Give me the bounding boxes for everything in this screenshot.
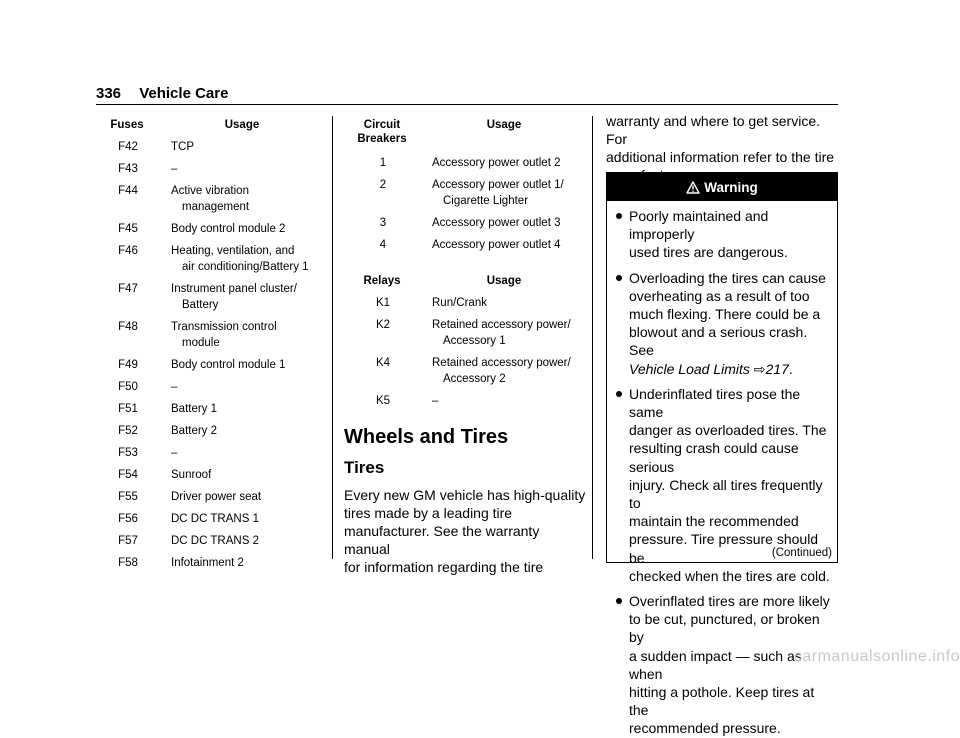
tires-intro bbox=[344, 486, 588, 576]
fuse-usage: Body control module 2 bbox=[171, 223, 286, 235]
text-line: Poorly maintained and improperly bbox=[629, 208, 769, 243]
watermark: carmanualsonline.info bbox=[793, 648, 960, 665]
fuse-usage: – bbox=[171, 163, 178, 175]
fuse-id: F51 bbox=[118, 403, 138, 415]
fuse-usage: Driver power seat bbox=[171, 491, 262, 503]
breaker-usage: Accessory power outlet 3 bbox=[432, 217, 561, 229]
text-line: blowout and a serious crash. See bbox=[629, 324, 808, 359]
bullet-icon bbox=[616, 275, 622, 281]
breaker-id: 3 bbox=[379, 217, 387, 229]
text-line: hitting a pothole. Keep tires at the bbox=[629, 684, 815, 719]
fuse-usage-cont: management bbox=[182, 201, 250, 213]
breaker-table-header-id-line2: Breakers bbox=[357, 133, 407, 145]
text-line: a sudden impact — such as when bbox=[629, 647, 802, 682]
text-line: Every new GM vehicle has high-quality bbox=[344, 487, 586, 503]
breaker-id: 2 bbox=[379, 179, 387, 191]
text-line: to be cut, punctured, or broken by bbox=[629, 611, 820, 646]
column-divider-left bbox=[332, 116, 333, 559]
text-line: resulting crash could cause serious bbox=[629, 440, 799, 475]
fuse-id: F52 bbox=[118, 425, 138, 437]
breaker-table-header-id-line1: Circuit bbox=[363, 119, 401, 131]
fuse-table bbox=[100, 116, 326, 576]
breaker-usage-cont: Cigarette Lighter bbox=[443, 195, 529, 207]
warning-header bbox=[607, 173, 837, 201]
fuse-id: F44 bbox=[118, 185, 138, 197]
fuse-usage: Active vibration bbox=[171, 185, 249, 197]
relay-usage-cont: Accessory 1 bbox=[443, 335, 506, 347]
relay-usage: Retained accessory power/ bbox=[432, 319, 571, 331]
fuse-id: F55 bbox=[118, 491, 138, 503]
text-line: additional information refer to the tire bbox=[606, 149, 835, 165]
fuse-usage: – bbox=[171, 447, 178, 459]
warning-item bbox=[615, 207, 831, 262]
fuse-usage: Sunroof bbox=[171, 469, 212, 481]
fuse-id: F58 bbox=[118, 557, 138, 569]
text-line: warranty and where to get service. For bbox=[606, 113, 820, 147]
fuse-usage: Battery 1 bbox=[171, 403, 218, 415]
fuse-id: F48 bbox=[118, 321, 138, 333]
page-ref-arrow-icon: ⇨ bbox=[753, 360, 766, 377]
warning-item bbox=[615, 269, 831, 378]
fuse-usage: Battery 2 bbox=[171, 425, 218, 437]
relay-id: K2 bbox=[375, 319, 391, 331]
continued-label: (Continued) bbox=[771, 547, 832, 559]
breaker-usage: Accessory power outlet 1/ bbox=[432, 179, 564, 191]
fuse-usage: Heating, ventilation, and bbox=[171, 245, 295, 257]
breaker-usage: Accessory power outlet 2 bbox=[432, 157, 561, 169]
fuse-id: F54 bbox=[118, 469, 138, 481]
relay-id: K4 bbox=[375, 357, 391, 369]
bullet-icon bbox=[616, 391, 622, 397]
fuse-id: F42 bbox=[118, 141, 138, 153]
text-line: used tires are dangerous. bbox=[629, 244, 788, 261]
relay-usage: Retained accessory power/ bbox=[432, 357, 571, 369]
breaker-id: 1 bbox=[379, 157, 387, 169]
vehicle-load-limits-link[interactable]: Vehicle Load Limits bbox=[629, 360, 750, 377]
fuse-usage: Instrument panel cluster/ bbox=[171, 283, 297, 295]
tires-subtitle: Tires bbox=[344, 458, 385, 477]
fuse-usage: TCP bbox=[171, 141, 194, 153]
fuse-id: F43 bbox=[118, 163, 138, 175]
relay-table-header-usage: Usage bbox=[486, 275, 522, 287]
fuse-id: F45 bbox=[118, 223, 138, 235]
fuse-id: F50 bbox=[118, 381, 138, 393]
text-line: recommended pressure. bbox=[629, 720, 781, 737]
text-line: danger as overloaded tires. The bbox=[629, 422, 827, 439]
link-suffix: . bbox=[788, 360, 793, 377]
text-line: Underinflated tires pose the same bbox=[629, 385, 801, 421]
relay-id: K5 bbox=[375, 395, 391, 407]
text-line: pressure. Tire pressure should be bbox=[629, 531, 819, 566]
breaker-id: 4 bbox=[379, 239, 387, 251]
page-number: 336 bbox=[96, 85, 122, 102]
breaker-table bbox=[346, 116, 586, 266]
text-line: much flexing. There could be a bbox=[629, 306, 821, 323]
bullet-icon bbox=[616, 213, 622, 219]
wheels-section-title: Wheels and Tires bbox=[344, 426, 509, 448]
fuse-usage: Body control module 1 bbox=[171, 359, 286, 371]
fuse-usage: DC DC TRANS 1 bbox=[171, 513, 259, 525]
text-line: for information regarding the tire bbox=[344, 559, 544, 575]
fuse-table-header-id: Fuses bbox=[110, 119, 144, 131]
breaker-table-header-usage: Usage bbox=[486, 119, 522, 131]
text-line: injury. Check all tires frequently to bbox=[629, 476, 823, 512]
relay-usage: Run/Crank bbox=[432, 297, 487, 309]
page-ref[interactable]: 217 bbox=[765, 360, 789, 377]
fuse-usage: – bbox=[171, 381, 178, 393]
warning-title: Warning bbox=[704, 179, 758, 195]
relay-table bbox=[346, 272, 586, 412]
text-line: Overloading the tires can cause bbox=[629, 269, 826, 286]
relay-usage-cont: Accessory 2 bbox=[443, 373, 506, 385]
relay-id: K1 bbox=[375, 297, 391, 309]
text-line: manufacturer. See the warranty manual bbox=[344, 523, 540, 557]
fuse-id: F49 bbox=[118, 359, 138, 371]
relay-table-header-id: Relays bbox=[363, 275, 401, 287]
relay-usage: – bbox=[432, 395, 439, 407]
warning-box bbox=[606, 172, 838, 737]
fuse-table-header-usage: Usage bbox=[224, 119, 260, 131]
fuse-id: F57 bbox=[118, 535, 138, 547]
fuse-id: F53 bbox=[118, 447, 138, 459]
fuse-usage-cont: module bbox=[182, 337, 220, 349]
text-line: tires made by a leading tire bbox=[344, 505, 513, 521]
warning-triangle-icon bbox=[686, 181, 700, 194]
fuse-usage-cont: Battery bbox=[182, 299, 219, 311]
column-divider-right bbox=[592, 116, 593, 559]
fuse-id: F46 bbox=[118, 245, 138, 257]
text-line: maintain the recommended bbox=[629, 513, 799, 530]
fuse-usage-cont: air conditioning/Battery 1 bbox=[182, 261, 309, 273]
breaker-usage: Accessory power outlet 4 bbox=[432, 239, 561, 251]
text-line: Overinflated tires are more likely bbox=[629, 593, 830, 610]
fuse-usage: DC DC TRANS 2 bbox=[171, 535, 259, 547]
fuse-usage: Transmission control bbox=[171, 321, 277, 333]
fuse-id: F47 bbox=[118, 283, 138, 295]
bullet-icon bbox=[616, 598, 622, 604]
page-header bbox=[96, 84, 838, 105]
text-line bbox=[629, 360, 831, 378]
text-line: checked when the tires are cold. bbox=[629, 567, 830, 584]
text-line: overheating as a result of too bbox=[629, 287, 810, 304]
fuse-usage: Infotainment 2 bbox=[171, 557, 244, 569]
section-title: Vehicle Care bbox=[139, 85, 229, 102]
fuse-id: F56 bbox=[118, 513, 138, 525]
